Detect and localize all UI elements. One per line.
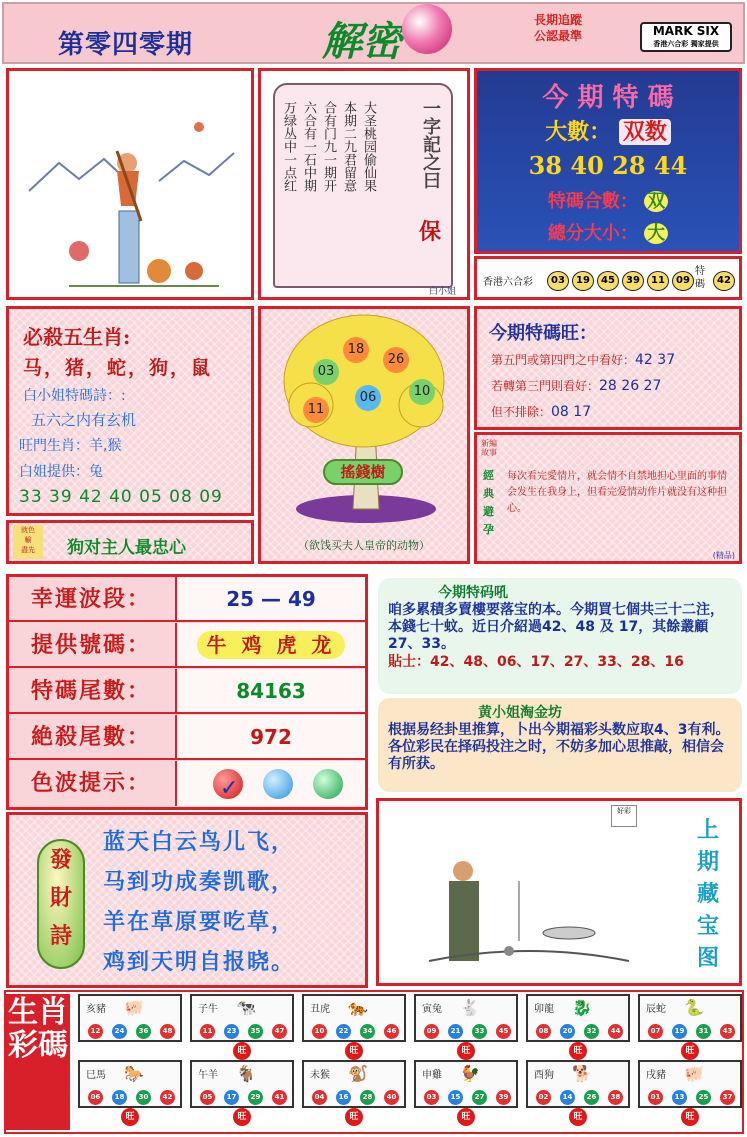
zodiac-number-ball: 48 — [160, 1024, 175, 1039]
zodiac-number-ball: 17 — [224, 1090, 239, 1105]
gold-panel — [378, 698, 742, 792]
wang-badge: 旺 — [569, 1108, 587, 1126]
zodiac-number-ball: 07 — [648, 1024, 663, 1039]
story-panel — [474, 432, 742, 564]
zodiac-number-ball: 36 — [136, 1024, 151, 1039]
zodiac-name: 未猴 — [310, 1070, 330, 1081]
logo-text: 解密 — [322, 18, 402, 65]
hk-ball: 03 — [547, 271, 569, 291]
provider-label: 白姐提供： — [19, 464, 89, 480]
total-label: 總分大小： — [547, 223, 638, 244]
sum-label: 特碼合數： — [547, 191, 638, 212]
check-icon: ✓ — [220, 776, 239, 801]
story-tag: 新編故事 — [481, 439, 497, 457]
poem-line: 蓝天白云鸟儿飞， — [103, 830, 296, 855]
zodiac-number-ball: 29 — [248, 1090, 263, 1105]
kill-numbers: 33 39 42 40 05 08 09 — [19, 487, 223, 507]
zodiac-number-ball: 02 — [536, 1090, 551, 1105]
zodiac-name: 寅兔 — [422, 1004, 442, 1015]
poem-tag-char: 發 — [49, 847, 72, 873]
marksix-subtitle: 香港六合彩 獨家提供 — [653, 40, 719, 48]
slogan-line-1: 長期追蹤 — [534, 13, 583, 27]
zodiac-number-ball: 42 — [160, 1090, 175, 1105]
kill-poem: 五六之内有玄机 — [31, 411, 137, 429]
wang-badge: 旺 — [681, 1108, 699, 1126]
gold-text: 根据易经卦里推算，卜出今期福彩头数应取4、3有利。各位彩民在择码投注之时，不妨多加心思推敲，相信会有所获。 — [388, 722, 730, 772]
tree-label: 搖錢樹 — [323, 459, 403, 485]
hot-line-1-value: 42 37 — [635, 352, 676, 368]
zodiac-card — [414, 1060, 518, 1108]
hk-ball: 45 — [597, 271, 619, 291]
zodiac-number-ball: 43 — [720, 1024, 735, 1039]
zodiac-number-ball: 06 — [88, 1090, 103, 1105]
zodiac-number-ball: 04 — [312, 1090, 327, 1105]
info-table — [6, 574, 368, 810]
big-value: 双数 — [619, 119, 671, 145]
wang-badge: 旺 — [233, 1108, 251, 1126]
kill-animals: 马，猪，蛇，狗，鼠 — [23, 357, 213, 379]
wang-badge: 旺 — [345, 1108, 363, 1126]
zodiac-number-ball: 39 — [496, 1090, 511, 1105]
zodiac-animal-icon: 🐐 — [236, 1064, 256, 1083]
wang-badge: 旺 — [233, 1042, 251, 1060]
zodiac-number-ball: 41 — [272, 1090, 287, 1105]
dog-panel — [6, 520, 254, 564]
poem-key-char: 保 — [418, 220, 441, 245]
poem-col-4: 六合有一石中期 — [301, 101, 316, 192]
zodiac-name: 申雞 — [422, 1070, 442, 1081]
zodiac-number-ball: 47 — [272, 1024, 287, 1039]
poem-col-3: 合有门九一期开 — [321, 101, 336, 192]
poem-line: 羊在草原要吃草， — [103, 910, 296, 935]
zodiac-name: 巳馬 — [86, 1070, 106, 1081]
hero-illustration — [6, 68, 254, 300]
zodiac-number-ball: 14 — [560, 1090, 575, 1105]
row-label: 色波提示： — [31, 770, 152, 796]
zodiac-card — [78, 1060, 182, 1108]
treasure-illustration — [399, 841, 659, 981]
hk-ball: 39 — [622, 271, 644, 291]
color-balls — [175, 761, 365, 806]
zodiac-animal-icon: 🐒 — [348, 1064, 368, 1083]
slogan-line-2: 公認最準 — [534, 29, 583, 43]
door-value: 羊,猴 — [89, 438, 122, 454]
zodiac-animal-icon: 🐓 — [460, 1064, 480, 1083]
zodiac-animal-icon: 🐕 — [572, 1064, 592, 1083]
kill-poem-label: 白小姐特碼詩：: — [23, 388, 126, 404]
wang-badge: 旺 — [121, 1108, 139, 1126]
zodiac-number-ball: 19 — [672, 1024, 687, 1039]
zodiac-number-ball: 10 — [312, 1024, 327, 1039]
scroll-credit: 白小姐 — [429, 287, 457, 297]
zodiac-number-ball: 26 — [584, 1090, 599, 1105]
zodiac-number-ball: 37 — [720, 1090, 735, 1105]
poem-line: 鸡到天明自报晓。 — [103, 950, 296, 975]
tip-title: 今期特码吼 — [438, 585, 508, 601]
gold-title: 黄小姐淘金坊 — [478, 705, 562, 721]
logo-ball-icon — [402, 4, 452, 54]
sum-value: 双 — [644, 191, 668, 212]
table-row — [9, 669, 365, 714]
sum-line — [477, 187, 739, 213]
hot-line-3-value: 08 17 — [551, 404, 592, 420]
zodiac-tag: 生肖彩碼 — [6, 994, 70, 1130]
wang-badge: 旺 — [681, 1042, 699, 1060]
zodiac-number-ball: 23 — [224, 1024, 239, 1039]
zodiac-number-ball: 32 — [584, 1024, 599, 1039]
row-value — [175, 623, 365, 666]
hot-line-1 — [491, 351, 675, 368]
row-label: 提供號碼： — [31, 632, 152, 658]
zodiac-name: 丑虎 — [310, 1004, 330, 1015]
hk-tm-label: 特碼 — [695, 266, 705, 290]
scroll-paper — [273, 83, 453, 288]
zodiac-name: 子牛 — [198, 1004, 218, 1015]
hot-line-2-value: 28 26 27 — [599, 378, 662, 394]
special-numbers: 38 40 28 44 — [528, 151, 688, 180]
zodiac-number-ball: 03 — [424, 1090, 439, 1105]
zodiac-card — [302, 1060, 406, 1108]
hot-title: 今期特碼旺： — [489, 323, 597, 344]
zodiac-number-ball: 05 — [200, 1090, 215, 1105]
zodiac-number-ball: 21 — [448, 1024, 463, 1039]
zodiac-name: 午羊 — [198, 1070, 218, 1081]
hot-line-3 — [491, 403, 591, 420]
total-value: 大 — [644, 223, 668, 244]
zodiac-number-ball: 46 — [384, 1024, 399, 1039]
hk-ball: 19 — [572, 271, 594, 291]
zodiac-number-ball: 12 — [88, 1024, 103, 1039]
zodiac-card — [190, 994, 294, 1042]
special-number-panel — [474, 68, 742, 254]
poem-tag-char: 詩 — [49, 923, 72, 949]
zodiac-card — [190, 1060, 294, 1108]
fortune-poem-panel — [6, 812, 368, 988]
zodiac-name: 戌豬 — [646, 1070, 666, 1081]
table-row — [9, 715, 365, 760]
hot-line-2 — [491, 377, 661, 394]
tree-ball: 03 — [313, 359, 339, 385]
green-ball-icon — [313, 769, 343, 799]
tip-numbers: 貼士：42、48、06、17、27、33、28、16 — [388, 654, 684, 670]
hk-label: 香港六合彩 — [483, 277, 533, 288]
row-value: 84163 — [175, 669, 365, 712]
row-label: 絶殺尾數： — [31, 724, 152, 750]
zodiac-number-ball: 25 — [696, 1090, 711, 1105]
row-value-text: 牛 鸡 虎 龙 — [197, 631, 346, 659]
zodiac-name: 卯龍 — [534, 1004, 554, 1015]
zodiac-number-ball: 28 — [360, 1090, 375, 1105]
poem-tag-char: 財 — [49, 885, 72, 911]
issue-title: 第零四零期 — [58, 30, 194, 60]
zodiac-animal-icon: 🐄 — [236, 998, 256, 1017]
hk-ball: 11 — [647, 271, 669, 291]
poem-side-text: 一字記之曰 — [420, 99, 441, 189]
zodiac-animal-icon: 🐎 — [124, 1064, 144, 1083]
row-label: 幸運波段： — [31, 586, 152, 612]
hk-tm-ball: 42 — [713, 271, 735, 291]
kill-zodiac-panel — [6, 306, 254, 516]
tip-panel — [378, 578, 742, 694]
zodiac-number-ball: 20 — [560, 1024, 575, 1039]
poem-col-5: 万绿丛中一点红 — [281, 101, 296, 192]
zodiac-name: 亥豬 — [86, 1004, 106, 1015]
red-ball-icon — [213, 769, 243, 799]
zodiac-animal-icon: 🐖 — [124, 998, 144, 1017]
row-value: 25 — 49 — [175, 577, 365, 620]
wang-badge: 旺 — [345, 1042, 363, 1060]
special-title: 今 期 特 碼 — [542, 83, 674, 113]
hk-result-panel — [474, 256, 742, 300]
monkey-king-illustration — [9, 71, 251, 297]
hot-line-2-label: 若轉第三門則看好： — [491, 379, 600, 393]
total-line — [477, 219, 739, 245]
header-bar — [2, 2, 745, 64]
last-label: 上期藏宝图 — [696, 818, 719, 971]
zodiac-number-ball: 09 — [424, 1024, 439, 1039]
zodiac-number-ball: 18 — [112, 1090, 127, 1105]
zodiac-number-ball: 35 — [248, 1024, 263, 1039]
tree-caption: （欲饯买夫人皇帝的动物） — [298, 539, 430, 552]
hk-ball: 09 — [672, 271, 694, 291]
zodiac-number-ball: 33 — [472, 1024, 487, 1039]
zodiac-name: 辰蛇 — [646, 1004, 666, 1015]
zodiac-animal-icon: 🐍 — [684, 998, 704, 1017]
poem-tag — [37, 839, 85, 969]
provider-line — [19, 461, 103, 481]
poem-col-2: 本期二九君留意 — [341, 101, 356, 192]
hot-line-1-label: 第五門或第四門之中看好： — [491, 353, 636, 367]
table-row — [9, 761, 365, 806]
story-text: 每次看完愛情片，就会情不自禁地担心里面的事情会发生在我身上，但看完爱情动作片就没有这种担心。 — [507, 471, 727, 514]
zodiac-number-ball: 11 — [200, 1024, 215, 1039]
zodiac-number-ball: 31 — [696, 1024, 711, 1039]
zodiac-number-ball: 40 — [384, 1090, 399, 1105]
zodiac-number-ball: 01 — [648, 1090, 663, 1105]
zodiac-animal-icon: 🐅 — [348, 998, 368, 1017]
table-row — [9, 623, 365, 668]
zodiac-number-ball: 16 — [336, 1090, 351, 1105]
zodiac-number-ball: 45 — [496, 1024, 511, 1039]
tree-ball: 26 — [383, 347, 409, 373]
zodiac-name: 酉狗 — [534, 1070, 554, 1081]
tree-ball: 18 — [343, 337, 369, 363]
row-value: 972 — [175, 715, 365, 758]
poem-line: 马到功成奏凯歌， — [103, 870, 296, 895]
door-label: 旺門生肖： — [19, 438, 89, 454]
zodiac-card — [78, 994, 182, 1042]
marksix-title: MARK SIX — [652, 24, 720, 38]
marksix-logo — [640, 22, 732, 52]
zodiac-card — [526, 1060, 630, 1108]
big-number-line — [477, 115, 739, 146]
zodiac-number-ball: 22 — [336, 1024, 351, 1039]
last-tag: 好彩 — [611, 805, 637, 827]
door-line — [19, 435, 121, 455]
table-row — [9, 577, 365, 622]
dog-tag: 就色 輸 盡先 — [13, 525, 43, 559]
wang-badge: 旺 — [457, 1042, 475, 1060]
story-mark: (精品) — [712, 551, 735, 560]
row-label: 特碼尾數： — [31, 678, 152, 704]
zodiac-number-ball: 24 — [112, 1024, 127, 1039]
kill-title: 必殺五生肖: — [23, 325, 131, 349]
zodiac-number-ball: 44 — [608, 1024, 623, 1039]
money-tree-panel — [258, 306, 470, 564]
tip-text: 咱多累積多賣樓要落宝的本。今期買七個共三十二注，本錢七十蚊。近日介紹過42、48 及 17，其餘叢顧27、33。 — [388, 602, 724, 652]
wang-badge: 旺 — [569, 1042, 587, 1060]
header-slogan — [534, 12, 582, 44]
zodiac-card — [638, 1060, 742, 1108]
zodiac-card — [638, 994, 742, 1042]
zodiac-animal-icon: 🐉 — [572, 998, 592, 1017]
zodiac-number-ball: 13 — [672, 1090, 687, 1105]
blue-ball-icon — [263, 769, 293, 799]
poem-col-1: 大圣桃园偷仙果 — [361, 101, 376, 192]
tree-ball: 11 — [303, 397, 329, 423]
zodiac-number-ball: 38 — [608, 1090, 623, 1105]
provider-value: 兔 — [89, 464, 103, 480]
zodiac-number-ball: 27 — [472, 1090, 487, 1105]
zodiac-card — [526, 994, 630, 1042]
hot-line-3-label: 但不排除： — [491, 405, 552, 419]
big-label: 大數： — [545, 119, 612, 145]
last-treasure-panel — [376, 798, 742, 986]
wang-badge: 旺 — [457, 1108, 475, 1126]
zodiac-number-ball: 08 — [536, 1024, 551, 1039]
story-side: 經典避孕 — [483, 469, 494, 536]
zodiac-card — [302, 994, 406, 1042]
tree-ball: 06 — [355, 385, 381, 411]
zodiac-number-ball: 34 — [360, 1024, 375, 1039]
scroll-poem-panel — [258, 68, 470, 300]
dog-text: 狗对主人最忠心 — [67, 538, 186, 558]
zodiac-number-ball: 30 — [136, 1090, 151, 1105]
tree-ball: 10 — [409, 379, 435, 405]
hot-number-panel — [474, 306, 742, 430]
zodiac-number-ball: 15 — [448, 1090, 463, 1105]
zodiac-animal-icon: 🐖 — [684, 1064, 704, 1083]
zodiac-card — [414, 994, 518, 1042]
zodiac-animal-icon: 🐇 — [460, 998, 480, 1017]
